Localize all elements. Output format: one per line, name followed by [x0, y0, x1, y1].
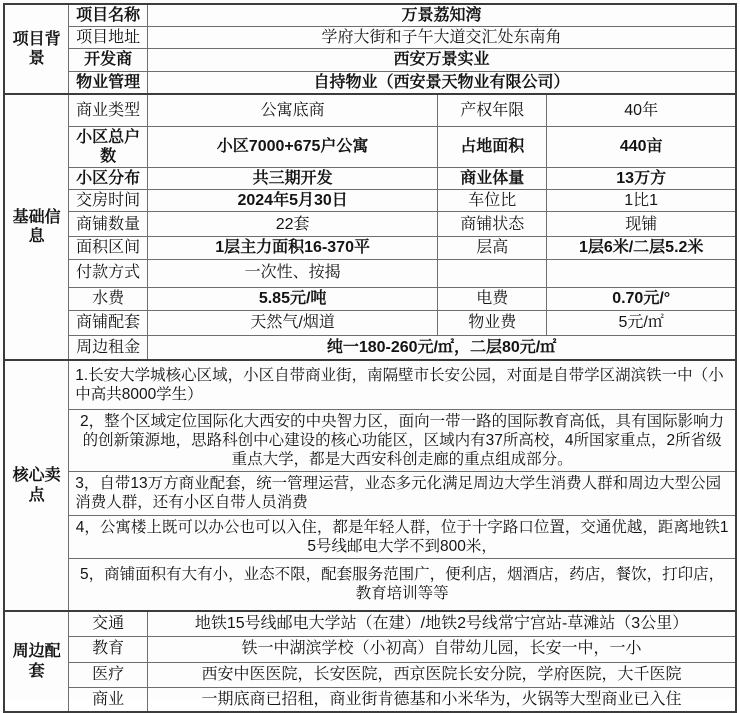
field-label: 付款方式: [69, 259, 148, 287]
table-row: [4, 212, 736, 237]
table-row: [4, 360, 736, 409]
field-label: 物业费: [438, 310, 547, 335]
field-value: 440亩: [547, 126, 736, 167]
field-label: 商业体量: [438, 167, 547, 189]
field-label: 商业: [69, 687, 148, 712]
field-value: 万景荔知湾: [148, 4, 736, 27]
field-value: 公寓底商: [148, 94, 438, 126]
field-label: 商铺状态: [438, 212, 547, 237]
field-value: 40年: [547, 94, 736, 126]
table-row: [4, 49, 736, 71]
field-value: 一期底商已招租，商业街肯德基和小米华为，火锅等大型商业已入住: [148, 687, 736, 712]
table-row: [4, 662, 736, 687]
field-value: 铁一中湖滨学校（小初高）自带幼儿园，长安一中，一小: [148, 636, 736, 662]
field-value: 地铁15号线邮电大学站（在建）/地铁2号线常宁宫站-草滩站（3公里）: [148, 611, 736, 636]
field-label: 产权年限: [438, 94, 547, 126]
field-value: 纯一180-260元/㎡，二层80元/㎡: [148, 335, 736, 360]
table-row: [4, 190, 736, 212]
field-value: 天然气/烟道: [148, 310, 438, 335]
field-label: [438, 259, 547, 287]
table-row: [4, 237, 736, 259]
field-label: 商铺数量: [69, 212, 148, 237]
field-value: 1层主力面积16-370平: [148, 237, 438, 259]
table-row: [4, 515, 736, 558]
field-label: 车位比: [438, 190, 547, 212]
table-row: [4, 94, 736, 126]
field-label: 小区分布: [69, 167, 148, 189]
field-label: 交通: [69, 611, 148, 636]
field-value: 现铺: [547, 212, 736, 237]
table-row: [4, 126, 736, 167]
field-value: 1层6米/二层5.2米: [547, 237, 736, 259]
property-info-table: [3, 3, 737, 713]
field-label: 层高: [438, 237, 547, 259]
field-value: [547, 259, 736, 287]
field-label: 教育: [69, 636, 148, 662]
table-row: [4, 27, 736, 49]
selling-point-item: 5，商铺面积有大有小，业态不限，配套服务范围广，便利店，烟酒店，药店，餐饮，打印店，教育培训等等: [69, 558, 736, 611]
table-row: [4, 259, 736, 287]
field-label: 医疗: [69, 662, 148, 687]
field-label: 物业管理: [69, 71, 148, 94]
table-row: [4, 636, 736, 662]
table-row: [4, 409, 736, 471]
field-value: 0.70元/°: [547, 287, 736, 310]
field-value: 13万方: [547, 167, 736, 189]
field-label: 水费: [69, 287, 148, 310]
section-label-surroundings: 周边配套: [4, 611, 69, 712]
section-label-basic-info: 基础信息: [4, 94, 69, 360]
field-value: 5.85元/吨: [148, 287, 438, 310]
field-label: 电费: [438, 287, 547, 310]
table-row: [4, 287, 736, 310]
table-row: [4, 167, 736, 189]
field-value: 学府大街和子午大道交汇处东南角: [148, 27, 736, 49]
selling-point-item: 1.长安大学城核心区域，小区自带商业街，南隔壁市长安公园，对面是自带学区湖滨铁一中（小中高共8000学生）: [69, 360, 736, 409]
field-value: 2024年5月30日: [148, 190, 438, 212]
field-value: 小区7000+675户公寓: [148, 126, 438, 167]
section-label-project-background: 项目背景: [4, 4, 69, 94]
field-value: 一次性、按揭: [148, 259, 438, 287]
field-value: 5元/㎡: [547, 310, 736, 335]
field-label: 小区总户数: [69, 126, 148, 167]
field-label: 占地面积: [438, 126, 547, 167]
field-label: 开发商: [69, 49, 148, 71]
field-value: 自持物业（西安景天物业有限公司）: [148, 71, 736, 94]
table-row: [4, 71, 736, 94]
field-value: 共三期开发: [148, 167, 438, 189]
field-label: 项目名称: [69, 4, 148, 27]
field-value: 西安中医医院，长安医院，西京医院长安分院，学府医院，大千医院: [148, 662, 736, 687]
table-row: [4, 558, 736, 611]
field-value: 西安万景实业: [148, 49, 736, 71]
table-row: [4, 335, 736, 360]
selling-point-item: 3，自带13万方商业配套，统一管理运营，业态多元化满足周边大学生消费人群和周边大型公园消费人群，还有小区自带人员消费: [69, 471, 736, 515]
field-label: 商铺配套: [69, 310, 148, 335]
table-row: [4, 687, 736, 712]
field-label: 周边租金: [69, 335, 148, 360]
field-label: 商业类型: [69, 94, 148, 126]
selling-point-item: 2，整个区域定位国际化大西安的中央智力区，面向一带一路的国际教育高低，具有国际影响力的创新策源地，思路科创中心建设的核心功能区，区域内有37所高校，4所国家重点，2所省级重点大学，都是大西安科创走廊的重点组成部分。: [69, 409, 736, 471]
field-value: 22套: [148, 212, 438, 237]
field-label: 面积区间: [69, 237, 148, 259]
field-value: 1比1: [547, 190, 736, 212]
field-label: 项目地址: [69, 27, 148, 49]
field-label: 交房时间: [69, 190, 148, 212]
table-row: [4, 4, 736, 27]
section-label-selling-points: 核心卖点: [4, 360, 69, 611]
selling-point-item: 4，公寓楼上既可以办公也可以入住，都是年轻人群，位于十字路口位置，交通优越，距离地铁15号线邮电大学不到800米，: [69, 515, 736, 558]
table-row: [4, 611, 736, 636]
table-row: [4, 310, 736, 335]
table-row: [4, 471, 736, 515]
